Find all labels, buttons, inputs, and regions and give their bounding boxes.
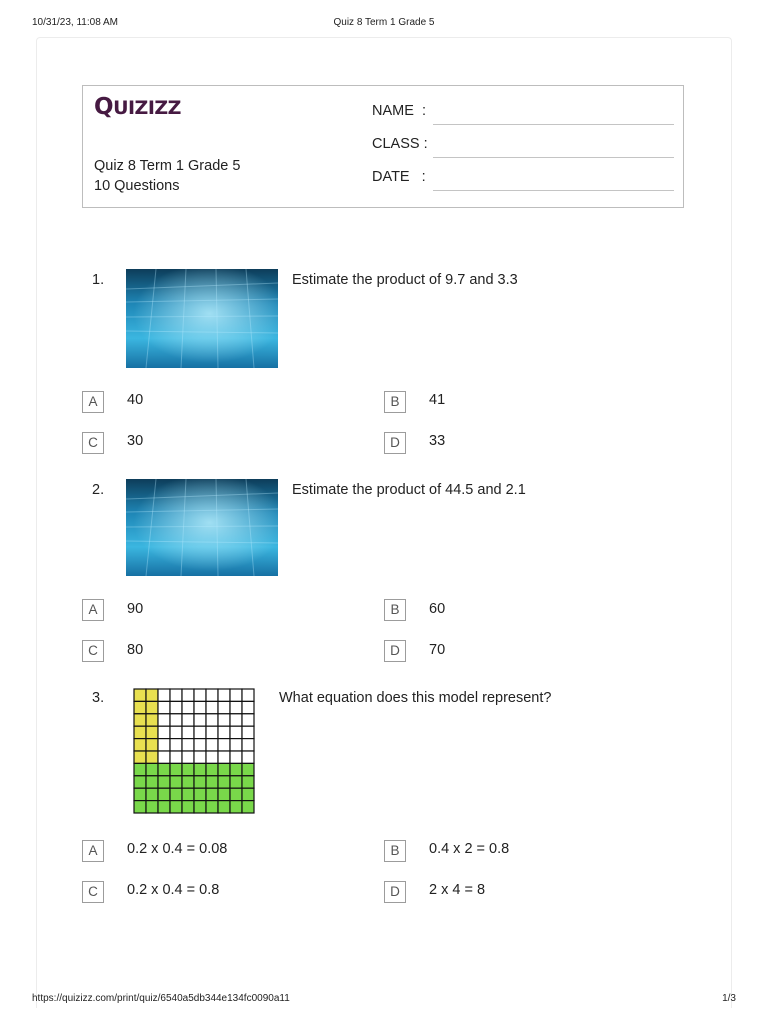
grid-cell [206, 788, 218, 800]
grid-cell [218, 751, 230, 763]
grid-cell [242, 739, 254, 751]
grid-cell [194, 763, 206, 775]
quizizz-logo: QUIZIZZ [94, 94, 181, 120]
grid-cell [182, 763, 194, 775]
grid-cell [230, 726, 242, 738]
option-b-text: 41 [429, 392, 446, 408]
grid-cell [146, 776, 158, 788]
grid-cell [242, 701, 254, 713]
grid-cell [194, 751, 206, 763]
grid-cell [134, 776, 146, 788]
name-label: NAME : [372, 103, 426, 119]
grid-cell [242, 763, 254, 775]
question-image [126, 269, 278, 368]
option-b-letter[interactable]: B [384, 599, 406, 621]
grid-cell [218, 776, 230, 788]
grid-cell [230, 763, 242, 775]
grid-cell [230, 788, 242, 800]
grid-cell [242, 801, 254, 813]
grid-cell [230, 751, 242, 763]
grid-cell [218, 801, 230, 813]
grid-cell [182, 726, 194, 738]
grid-cell [134, 801, 146, 813]
print-datetime: 10/31/23, 11:08 AM [32, 17, 118, 28]
grid-cell [206, 751, 218, 763]
option-d-letter[interactable]: D [384, 432, 406, 454]
grid-cell [206, 701, 218, 713]
grid-cell [158, 739, 170, 751]
grid-cell [206, 763, 218, 775]
grid-cell [206, 714, 218, 726]
grid-cell [146, 689, 158, 701]
option-a-letter[interactable]: A [82, 599, 104, 621]
date-field[interactable] [433, 190, 674, 191]
class-label: CLASS : [372, 136, 428, 152]
option-c-letter[interactable]: C [82, 881, 104, 903]
grid-cell [170, 726, 182, 738]
quiz-header-box [82, 85, 684, 208]
option-a-text: 0.2 x 0.4 = 0.08 [127, 841, 228, 857]
grid-cell [242, 776, 254, 788]
blue-abstract-image [126, 479, 278, 576]
grid-cell [230, 701, 242, 713]
grid-cell [170, 739, 182, 751]
grid-cell [242, 689, 254, 701]
grid-cell [182, 689, 194, 701]
grid-cell [182, 701, 194, 713]
grid-cell [218, 726, 230, 738]
grid-cell [158, 801, 170, 813]
grid-cell [170, 751, 182, 763]
grid-cell [146, 801, 158, 813]
quiz-title: Quiz 8 Term 1 Grade 5 [94, 158, 241, 174]
grid-cell [158, 788, 170, 800]
option-d-text: 70 [429, 642, 446, 658]
grid-cell [194, 701, 206, 713]
option-d-letter[interactable]: D [384, 640, 406, 662]
grid-cell [218, 701, 230, 713]
question-count: 10 Questions [94, 178, 180, 194]
option-b-letter[interactable]: B [384, 391, 406, 413]
option-c-letter[interactable]: C [82, 432, 104, 454]
option-c-text: 0.2 x 0.4 = 0.8 [127, 882, 220, 898]
grid-cell [218, 788, 230, 800]
grid-cell [158, 714, 170, 726]
option-b-text: 60 [429, 601, 446, 617]
question-number: 1. [92, 272, 105, 288]
grid-cell [170, 776, 182, 788]
grid-cell [134, 714, 146, 726]
question-image [133, 688, 255, 814]
print-page-number: 1/3 [722, 993, 736, 1004]
option-a-text: 90 [127, 601, 144, 617]
grid-cell [146, 726, 158, 738]
question-text: What equation does this model represent? [279, 690, 552, 706]
option-c-text: 80 [127, 642, 144, 658]
print-footer [0, 993, 768, 1007]
grid-cell [170, 788, 182, 800]
grid-cell [170, 689, 182, 701]
grid-cell [206, 801, 218, 813]
grid-cell [146, 751, 158, 763]
grid-cell [206, 726, 218, 738]
grid-cell [182, 739, 194, 751]
grid-cell [218, 689, 230, 701]
grid-cell [206, 739, 218, 751]
grid-cell [242, 726, 254, 738]
grid-cell [218, 739, 230, 751]
print-url[interactable]: https://quizizz.com/print/quiz/6540a5db344e134fc0090a11 [32, 993, 290, 1004]
grid-cell [182, 801, 194, 813]
grid-cell [230, 776, 242, 788]
grid-cell [170, 701, 182, 713]
grid-cell [194, 726, 206, 738]
grid-cell [134, 788, 146, 800]
option-c-letter[interactable]: C [82, 640, 104, 662]
grid-cell [182, 714, 194, 726]
name-field[interactable] [433, 124, 674, 125]
grid-cell [194, 788, 206, 800]
grid-cell [158, 701, 170, 713]
question-number: 3. [92, 690, 105, 706]
grid-cell [194, 689, 206, 701]
grid-cell [182, 751, 194, 763]
print-doc-title: Quiz 8 Term 1 Grade 5 [333, 17, 435, 28]
grid-cell [206, 689, 218, 701]
grid-cell [158, 763, 170, 775]
grid-cell [218, 763, 230, 775]
grid-cell [230, 739, 242, 751]
option-c-text: 30 [127, 433, 144, 449]
grid-cell [230, 801, 242, 813]
option-a-letter[interactable]: A [82, 391, 104, 413]
grid-cell [194, 714, 206, 726]
option-a-letter[interactable]: A [82, 840, 104, 862]
grid-cell [146, 739, 158, 751]
grid-cell [158, 689, 170, 701]
grid-cell [134, 763, 146, 775]
grid-cell [158, 751, 170, 763]
grid-cell [194, 776, 206, 788]
option-d-text: 33 [429, 433, 446, 449]
grid-cell [170, 714, 182, 726]
grid-cell [194, 801, 206, 813]
grid-cell [218, 714, 230, 726]
grid-cell [146, 788, 158, 800]
grid-cell [230, 714, 242, 726]
decimal-grid-model [133, 688, 255, 814]
grid-cell [134, 739, 146, 751]
grid-cell [134, 751, 146, 763]
grid-cell [146, 763, 158, 775]
class-field[interactable] [433, 157, 674, 158]
grid-cell [242, 714, 254, 726]
grid-cell [158, 776, 170, 788]
option-a-text: 40 [127, 392, 144, 408]
grid-cell [158, 726, 170, 738]
grid-cell [146, 701, 158, 713]
question-image [126, 479, 278, 576]
date-label: DATE : [372, 169, 426, 185]
grid-cell [242, 751, 254, 763]
question-text: Estimate the product of 9.7 and 3.3 [292, 272, 518, 288]
grid-cell [170, 763, 182, 775]
grid-cell [194, 739, 206, 751]
grid-cell [242, 788, 254, 800]
blue-abstract-image [126, 269, 278, 368]
option-d-letter[interactable]: D [384, 881, 406, 903]
grid-cell [134, 689, 146, 701]
grid-cell [206, 776, 218, 788]
print-header [0, 17, 768, 31]
option-b-text: 0.4 x 2 = 0.8 [429, 841, 510, 857]
option-d-text: 2 x 4 = 8 [429, 882, 486, 898]
question-number: 2. [92, 482, 105, 498]
option-b-letter[interactable]: B [384, 840, 406, 862]
grid-cell [134, 701, 146, 713]
grid-cell [170, 801, 182, 813]
grid-cell [182, 788, 194, 800]
grid-cell [182, 776, 194, 788]
question-text: Estimate the product of 44.5 and 2.1 [292, 482, 526, 498]
grid-cell [146, 714, 158, 726]
grid-cell [134, 726, 146, 738]
grid-cell [230, 689, 242, 701]
